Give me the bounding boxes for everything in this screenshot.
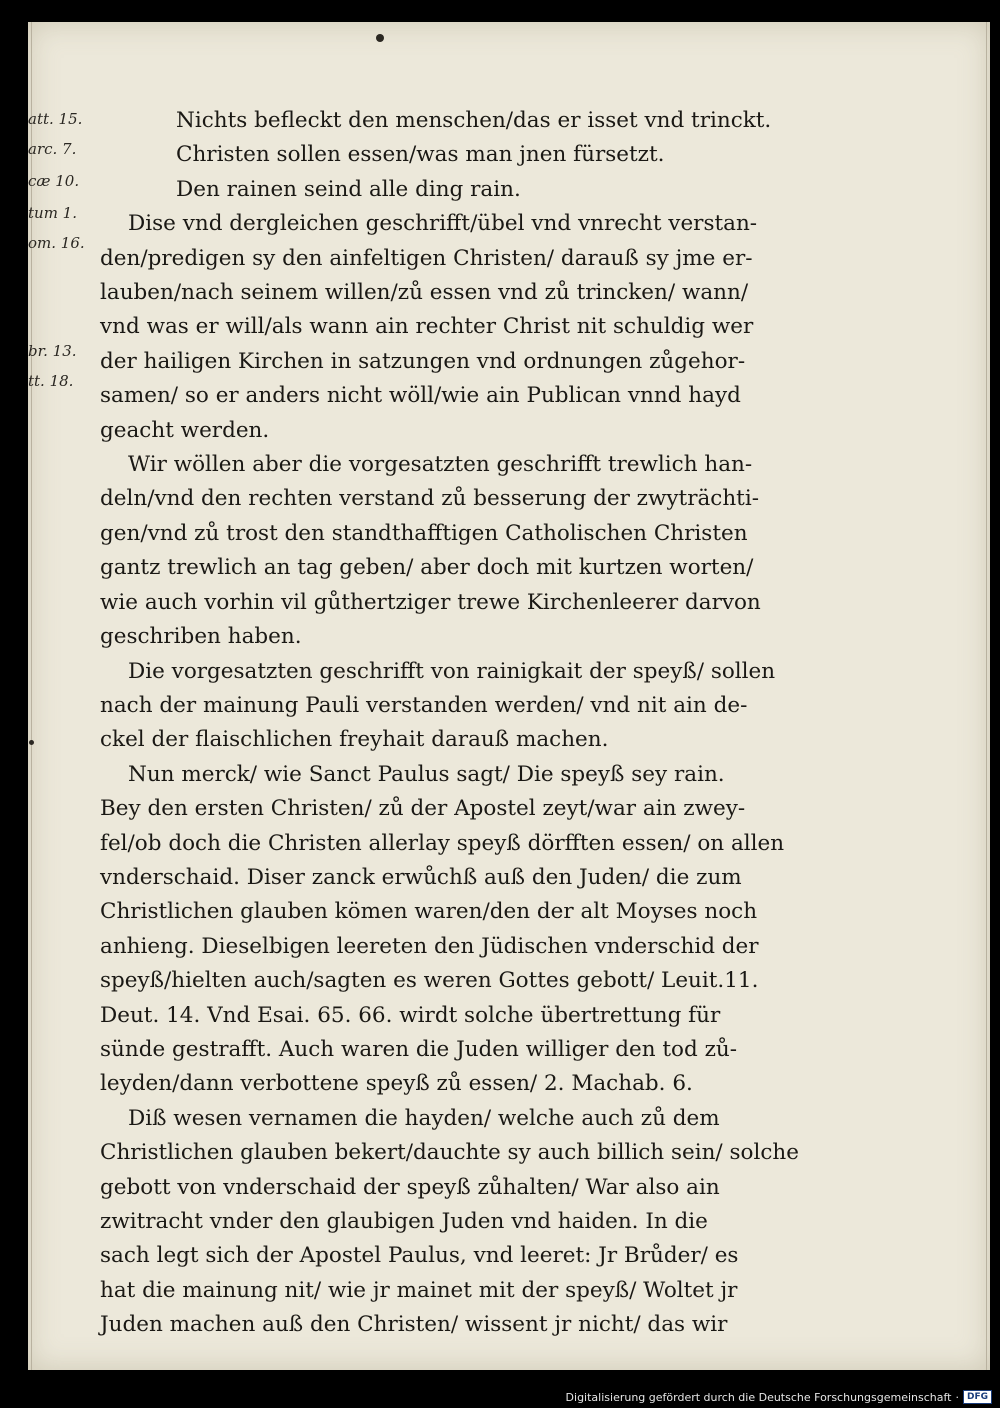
- page-edge-line: [31, 22, 32, 1370]
- text-line: Nichts befleckt den menschen/das er isset vnd trinckt.: [176, 108, 772, 133]
- book-page: [28, 22, 990, 1370]
- text-line: geacht werden.: [100, 417, 270, 443]
- text-line: deln/vnd den rechten verstand zů besserung der zwyträchti-: [100, 486, 759, 512]
- text-line: Dise vnd dergleichen geschrifft/übel vnd vnrecht verstan-: [128, 211, 758, 237]
- text-line: lauben/nach seinem willen/zů essen vnd zů trincken/ wann/: [100, 280, 749, 306]
- ink-dot: [376, 34, 384, 42]
- text-line: hat die mainung nit/ wie jr mainet mit der speyß/ Woltet jr: [100, 1277, 738, 1303]
- text-line: wie auch vorhin vil gůthertziger trewe Kirchenleerer darvon: [100, 589, 761, 615]
- text-line: fel/ob doch die Christen allerlay speyß dörfften essen/ on allen: [100, 830, 785, 856]
- text-line: Christlichen glauben kömen waren/den der alt Moyses noch: [100, 899, 758, 925]
- text-line: nach der mainung Pauli verstanden werden/ vnd nit ain de-: [100, 692, 748, 718]
- text-line: Juden machen auß den Christen/ wissent jr nicht/ das wir: [100, 1312, 728, 1338]
- credit-text: Digitalisierung gefördert durch die Deutsche Forschungsgemeinschaft: [565, 1390, 952, 1404]
- margin-note: att. 15.: [28, 110, 83, 128]
- text-line: Christlichen glauben bekert/dauchte sy auch billich sein/ solche: [100, 1140, 799, 1166]
- text-line: Den rainen seind alle ding rain.: [176, 176, 521, 202]
- text-line: sach legt sich der Apostel Paulus, vnd leeret: Jr Brůder/ es: [100, 1243, 739, 1269]
- dfg-logo: DFG: [963, 1390, 992, 1404]
- text-line: speyß/hielten auch/sagten es weren Gottes gebott/ Leuit.11.: [100, 968, 759, 994]
- text-line: gen/vnd zů trost den standthafftigen Catholischen Christen: [100, 520, 748, 546]
- text-line: vnd was er will/als wann ain rechter Christ nit schuldig wer: [100, 314, 754, 340]
- text-line: ckel der flaischlichen freyhait darauß machen.: [100, 727, 609, 753]
- margin-mark: [29, 740, 34, 745]
- text-line: zwitracht vnder den glaubigen Juden vnd haiden. In die: [100, 1209, 708, 1234]
- page-edge-line: [986, 22, 987, 1370]
- margin-note: tum 1.: [28, 204, 77, 222]
- text-line: vnderschaid. Diser zanck erwůchß auß den Juden/ die zum: [100, 864, 742, 890]
- body-text: [100, 104, 890, 1343]
- text-line: Diß wesen vernamen die hayden/ welche auch zů dem: [128, 1105, 720, 1131]
- margin-note: cæ 10.: [28, 172, 80, 190]
- margin-note: tt. 18.: [28, 372, 74, 390]
- text-line: anhieng. Dieselbigen leereten den Jüdischen vnderschid der: [100, 933, 759, 959]
- margin-note: arc. 7.: [28, 140, 77, 158]
- margin-note: br. 13.: [28, 342, 77, 360]
- text-line: Christen sollen essen/was man jnen fürsetzt.: [176, 142, 665, 168]
- text-line: samen/ so er anders nicht wöll/wie ain Publican vnnd hayd: [100, 383, 741, 409]
- text-line: der hailigen Kirchen in satzungen vnd ordnungen zůgehor-: [100, 348, 746, 374]
- text-line: gantz trewlich an tag geben/ aber doch mit kurtzen worten/: [100, 555, 754, 581]
- text-line: sünde gestrafft. Auch waren die Juden williger den tod zů-: [100, 1036, 738, 1062]
- text-line: Nun merck/ wie Sanct Paulus sagt/ Die speyß sey rain.: [128, 761, 725, 787]
- credit-separator: ·: [955, 1390, 959, 1404]
- text-line: Wir wöllen aber die vorgesatzten geschrifft trewlich han-: [128, 452, 753, 478]
- text-line: Bey den ersten Christen/ zů der Apostel zeyt/war ain zwey-: [100, 796, 746, 822]
- text-line: geschriben haben.: [100, 624, 302, 650]
- text-line: den/predigen sy den ainfeltigen Christen/ darauß sy jme er-: [100, 245, 753, 271]
- text-line: leyden/dann verbottene speyß zů essen/ 2. Machab. 6.: [100, 1071, 693, 1097]
- digitization-credit: [566, 1390, 992, 1404]
- margin-note: om. 16.: [28, 234, 85, 252]
- text-line: Deut. 14. Vnd Esai. 65. 66. wirdt solche übertrettung für: [100, 1002, 721, 1028]
- text-line: gebott von vnderschaid der speyß zůhalten/ War also ain: [100, 1174, 720, 1200]
- text-line: Die vorgesatzten geschrifft von rainigkait der speyß/ sollen: [128, 658, 776, 684]
